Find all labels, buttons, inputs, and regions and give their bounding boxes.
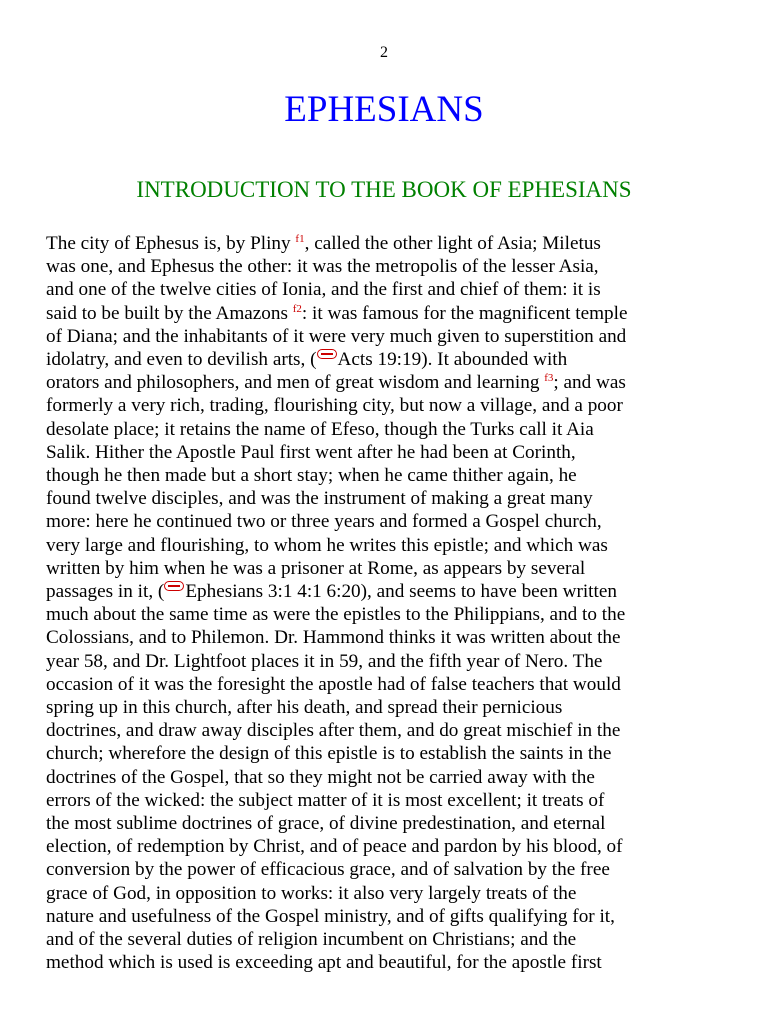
footnote-link-f2[interactable]: f2	[292, 302, 302, 315]
text-line: said to be built by the Amazons $^{f2}$: it was famous for the magnificent temple	[46, 302, 628, 324]
text-line: more: here he continued two or three years and formed a Gospel church,	[46, 511, 602, 533]
text-line: The city of Ephesus is, by Pliny $^{f1}$, called the other light of Asia; Miletus	[46, 233, 601, 254]
text-line: idolatry, and even to devilish arts, ( Acts 19:19). It abounded with	[46, 349, 568, 371]
text-line: conversion by the power of efficacious grace, and of salvation by the free	[46, 859, 610, 881]
text-line: Salik. Hither the Apostle Paul first went after he had been at Corinth,	[46, 441, 576, 463]
text-line: church; wherefore the design of this epistle is to establish the saints in the	[46, 743, 612, 765]
text-line: of Diana; and the inhabitants of it were very much given to superstition and	[46, 325, 627, 347]
text-line: formerly a very rich, trading, flourishing city, but now a village, and a poor	[46, 395, 623, 417]
scripture-link-icon[interactable]	[164, 581, 184, 591]
text-line: nature and usefulness of the Gospel ministry, and of gifts qualifying for it,	[46, 905, 615, 927]
text-line: and of the several duties of religion incumbent on Christians; and the	[46, 929, 577, 951]
text-line: was one, and Ephesus the other: it was the metropolis of the lesser Asia,	[46, 256, 599, 278]
text-line: errors of the wicked: the subject matter of it is most excellent; it treats of	[46, 789, 605, 811]
text-line: Colossians, and to Philemon. Dr. Hammond thinks it was written about the	[46, 627, 621, 649]
text-line: election, of redemption by Christ, and of peace and pardon by his blood, of	[46, 836, 623, 858]
footnote-link-f3[interactable]: f3	[544, 372, 554, 385]
text-line: desolate place; it retains the name of Efeso, though the Turks call it Aia	[46, 418, 594, 440]
text-line: much about the same time as were the epistles to the Philippians, and to the	[46, 604, 626, 626]
text-line: grace of God, in opposition to works: it also very largely treats of the	[46, 882, 577, 904]
book-title: EPHESIANS	[284, 89, 484, 130]
footnote-link-f1[interactable]: f1	[295, 233, 305, 245]
scripture-reference-acts[interactable]: Acts 19:19	[337, 349, 422, 371]
text-line: and one of the twelve cities of Ionia, and the first and chief of them: it is	[46, 279, 601, 301]
introduction-paragraph	[46, 232, 726, 975]
text-line: passages in it, ( Ephesians 3:1 4:1 6:20), and seems to have been written	[46, 581, 617, 603]
page-number: 2	[380, 44, 388, 61]
scripture-link-icon[interactable]	[317, 349, 337, 359]
text-line: the most sublime doctrines of grace, of divine predestination, and eternal	[46, 813, 606, 835]
text-line: spring up in this church, after his death, and spread their pernicious	[46, 697, 563, 719]
text-line: occasion of it was the foresight the apostle had of false teachers that would	[46, 673, 621, 695]
text-line: method which is used is exceeding apt and beautiful, for the apostle first	[46, 952, 602, 974]
text-line: orators and philosophers, and men of great wisdom and learning $^{f3}$; and was	[46, 372, 626, 394]
text-line: found twelve disciples, and was the instrument of making a great many	[46, 488, 593, 510]
text-line: though he then made but a short stay; when he came thither again, he	[46, 465, 577, 487]
text-line: very large and flourishing, to whom he writes this epistle; and which was	[46, 534, 608, 556]
introduction-heading: INTRODUCTION TO THE BOOK OF EPHESIANS	[136, 177, 632, 202]
text-line: written by him when he was a prisoner at Rome, as appears by several	[46, 557, 586, 579]
text-line: doctrines of the Gospel, that so they might not be carried away with the	[46, 766, 595, 788]
text-line: year 58, and Dr. Lightfoot places it in 59, and the fifth year of Nero. The	[46, 650, 603, 672]
text-line: doctrines, and draw away disciples after them, and do great mischief in the	[46, 720, 621, 742]
scripture-reference-ephesians[interactable]: Ephesians 3:1 4:1 6:20	[185, 581, 361, 603]
